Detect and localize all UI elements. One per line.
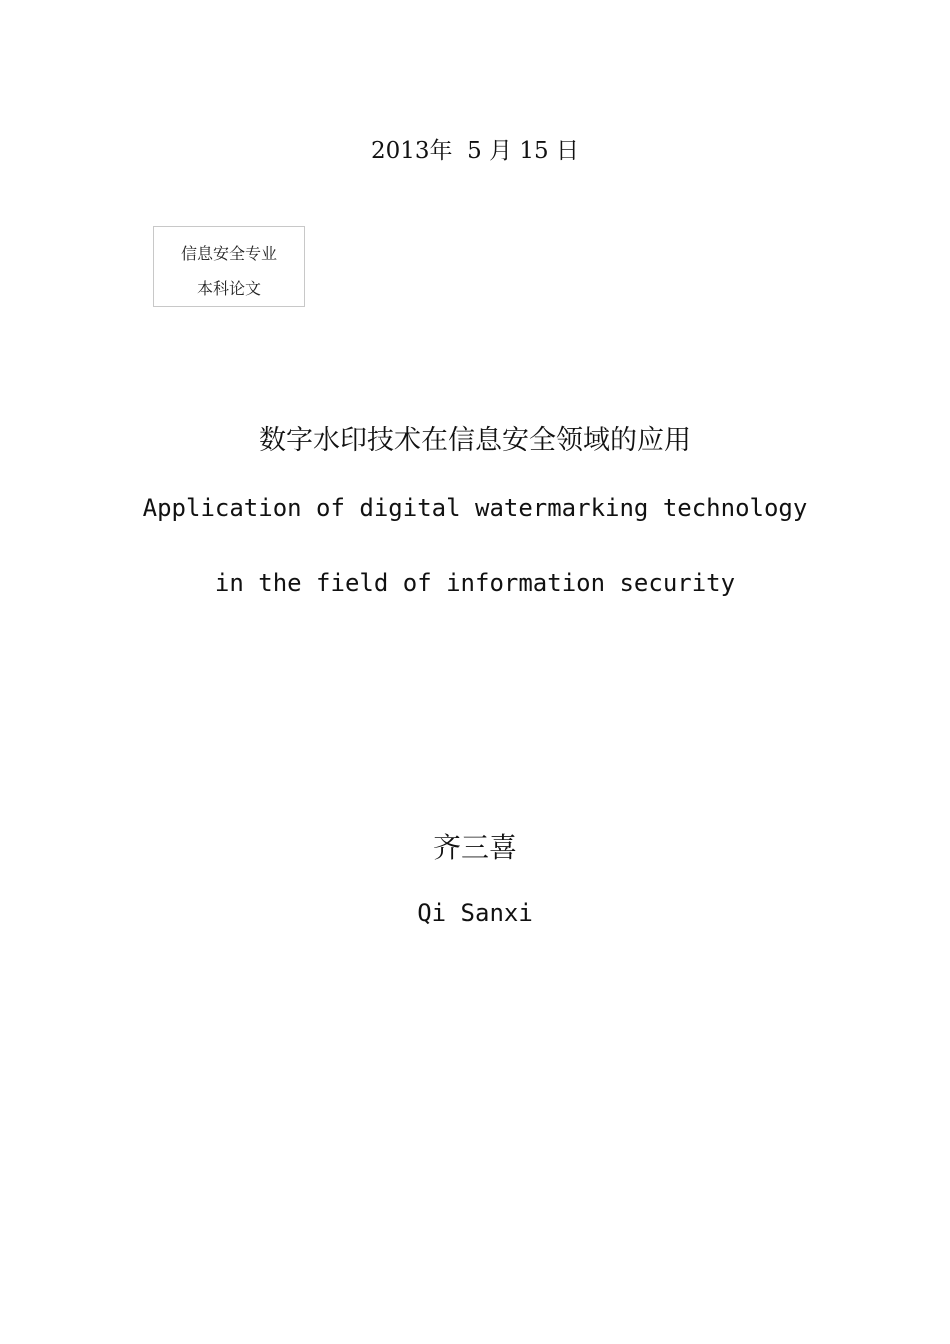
thesis-title-chinese: 数字水印技术在信息安全领域的应用 [259,425,691,456]
major-label: 信息安全专业 [180,244,277,263]
author-name-english: Qi Sanxi [417,899,533,927]
thesis-type-label: 本科论文 [196,279,261,298]
thesis-title-english-line-2: in the field of information security [214,569,736,597]
thesis-title-english-line-1: Application of digital watermarking technology [142,494,808,522]
author-name-chinese: 齐三喜 [432,831,517,864]
date-line: 2013年 5 月 15 日 [371,138,579,164]
major-label-box [153,226,305,307]
